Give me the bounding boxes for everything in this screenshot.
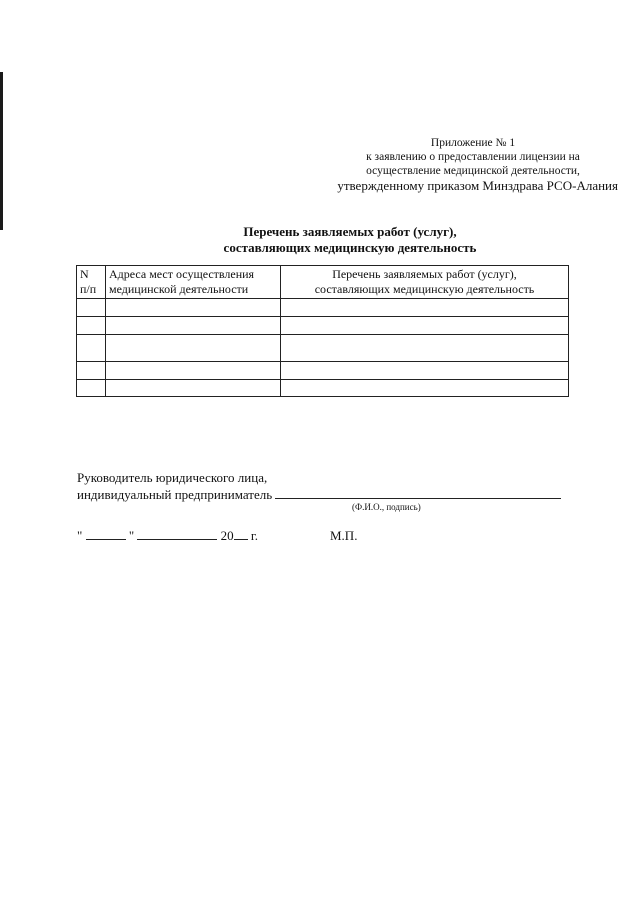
document-title-line: составляющих медицинскую деятельность [223, 240, 477, 255]
open-quote: " [77, 528, 83, 543]
signature-hint: (Ф.И.О., подпись) [352, 502, 421, 512]
table-header-row [77, 266, 569, 299]
appendix-ref-line: к заявлению о предоставлении лицензии на [366, 151, 580, 163]
appendix-header [288, 136, 618, 194]
table-row [77, 380, 569, 397]
table-cell[interactable] [106, 317, 281, 335]
month-blank[interactable] [137, 528, 217, 540]
table-cell[interactable] [281, 380, 569, 397]
appendix-number: Приложение № 1 [430, 137, 516, 149]
seal-placeholder: М.П. [330, 528, 358, 543]
document-title-line: Перечень заявляемых работ (услуг), [243, 224, 457, 239]
year-prefix: 20 [220, 528, 234, 543]
year-blank[interactable] [234, 528, 248, 540]
works-table [76, 265, 569, 397]
day-blank[interactable] [86, 528, 126, 540]
signer-label: индивидуальный предприниматель [77, 487, 273, 502]
table-cell[interactable] [281, 299, 569, 317]
table-cell[interactable] [77, 362, 106, 380]
table-row [77, 335, 569, 362]
table-cell[interactable] [77, 335, 106, 362]
table-row [77, 317, 569, 335]
signer-block [77, 470, 561, 503]
table-cell[interactable] [106, 362, 281, 380]
table-row [77, 299, 569, 317]
signature-line[interactable] [275, 486, 561, 499]
table-cell[interactable] [106, 380, 281, 397]
column-header-works: Перечень заявляемых работ (услуг), составляющих медицинскую деятельность [281, 266, 569, 299]
table-cell[interactable] [77, 317, 106, 335]
year-suffix: г. [250, 528, 258, 543]
signer-label: Руководитель юридического лица, [77, 470, 268, 485]
table-cell[interactable] [77, 380, 106, 397]
close-quote: " [128, 528, 135, 543]
date-line [77, 528, 258, 544]
scan-edge-mark [0, 72, 3, 230]
table-cell[interactable] [281, 317, 569, 335]
column-header-addresses: Адреса мест осуществления медицинской деятельности [106, 266, 281, 299]
appendix-order-line: утвержденному приказом Минздрава РСО-Алания [337, 178, 618, 193]
table-cell[interactable] [77, 299, 106, 317]
table-row [77, 362, 569, 380]
column-header-number: N п/п [77, 266, 106, 299]
document-title [0, 224, 640, 256]
table-cell[interactable] [281, 335, 569, 362]
table-cell[interactable] [106, 299, 281, 317]
appendix-ref-line: осуществление медицинской деятельности, [366, 165, 580, 177]
table-cell[interactable] [281, 362, 569, 380]
table-cell[interactable] [106, 335, 281, 362]
